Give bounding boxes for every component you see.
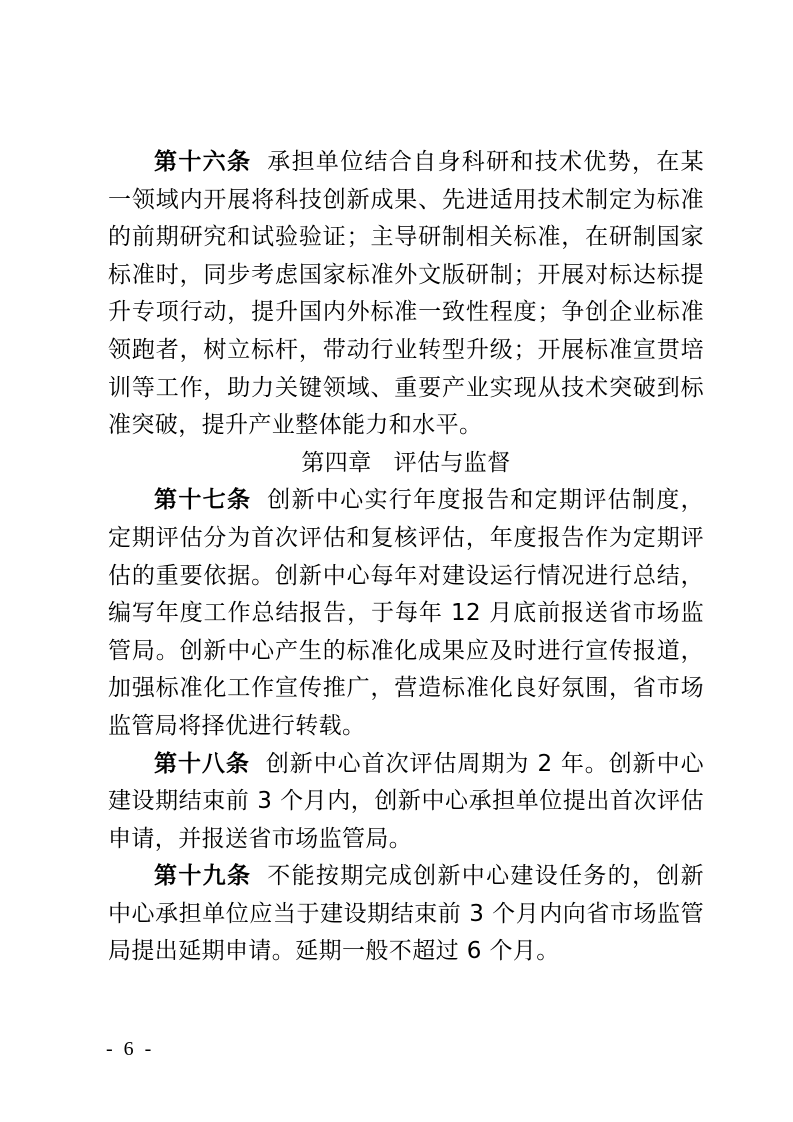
document-body (108, 144, 704, 971)
article-17-text: 创新中心实行年度报告和定期评估制度，定期评估分为首次评估和复核评估，年度报告作为定期评估的重要依据。创新中心每年对建设运行情况进行总结，编写年度工作总结报告，于每年 12 月底前报送省市场监管局。创新中心产生的标准化成果应及时进行宣传报道，加强标准化工作宣传推广，营造标准化良好氛围，省市场监管局将择优进行转载。 (108, 487, 704, 739)
page-number: - 6 - (106, 1038, 155, 1060)
article-19-text: 不能按期完成创新中心建设任务的，创新中心承担单位应当于建设期结束前 3 个月内向省市场监管局提出延期申请。延期一般不超过 6 个月。 (108, 863, 704, 965)
article-19 (108, 858, 704, 971)
chapter-number: 第四章 (301, 449, 372, 476)
article-18-label: 第十八条 (154, 750, 250, 777)
article-19-label: 第十九条 (154, 863, 252, 890)
article-16-label: 第十六条 (154, 149, 252, 175)
article-17-label: 第十七条 (154, 487, 252, 514)
article-16-text: 承担单位结合自身科研和技术优势，在某一领域内开展将科技创新成果、先进适用技术制定为标准的前期研究和试验验证；主导研制相关标准，在研制国家标准时，同步考虑国家标准外文版研制；开展对标达标提升专项行动，提升国内外标准一致性程度；争创企业标准领跑者，树立标杆，带动行业转型升级；开展标准宣贯培训等工作，助力关键领域、重要产业实现从技术突破到标准突破，提升产业整体能力和水平。 (108, 149, 704, 439)
article-16 (108, 144, 704, 445)
chapter-heading (108, 445, 704, 483)
chapter-title: 评估与监督 (393, 449, 511, 476)
article-18 (108, 746, 704, 859)
article-17 (108, 482, 704, 745)
article-18-text: 创新中心首次评估周期为 2 年。创新中心建设期结束前 3 个月内，创新中心承担单位提出首次评估申请，并报送省市场监管局。 (108, 750, 704, 852)
